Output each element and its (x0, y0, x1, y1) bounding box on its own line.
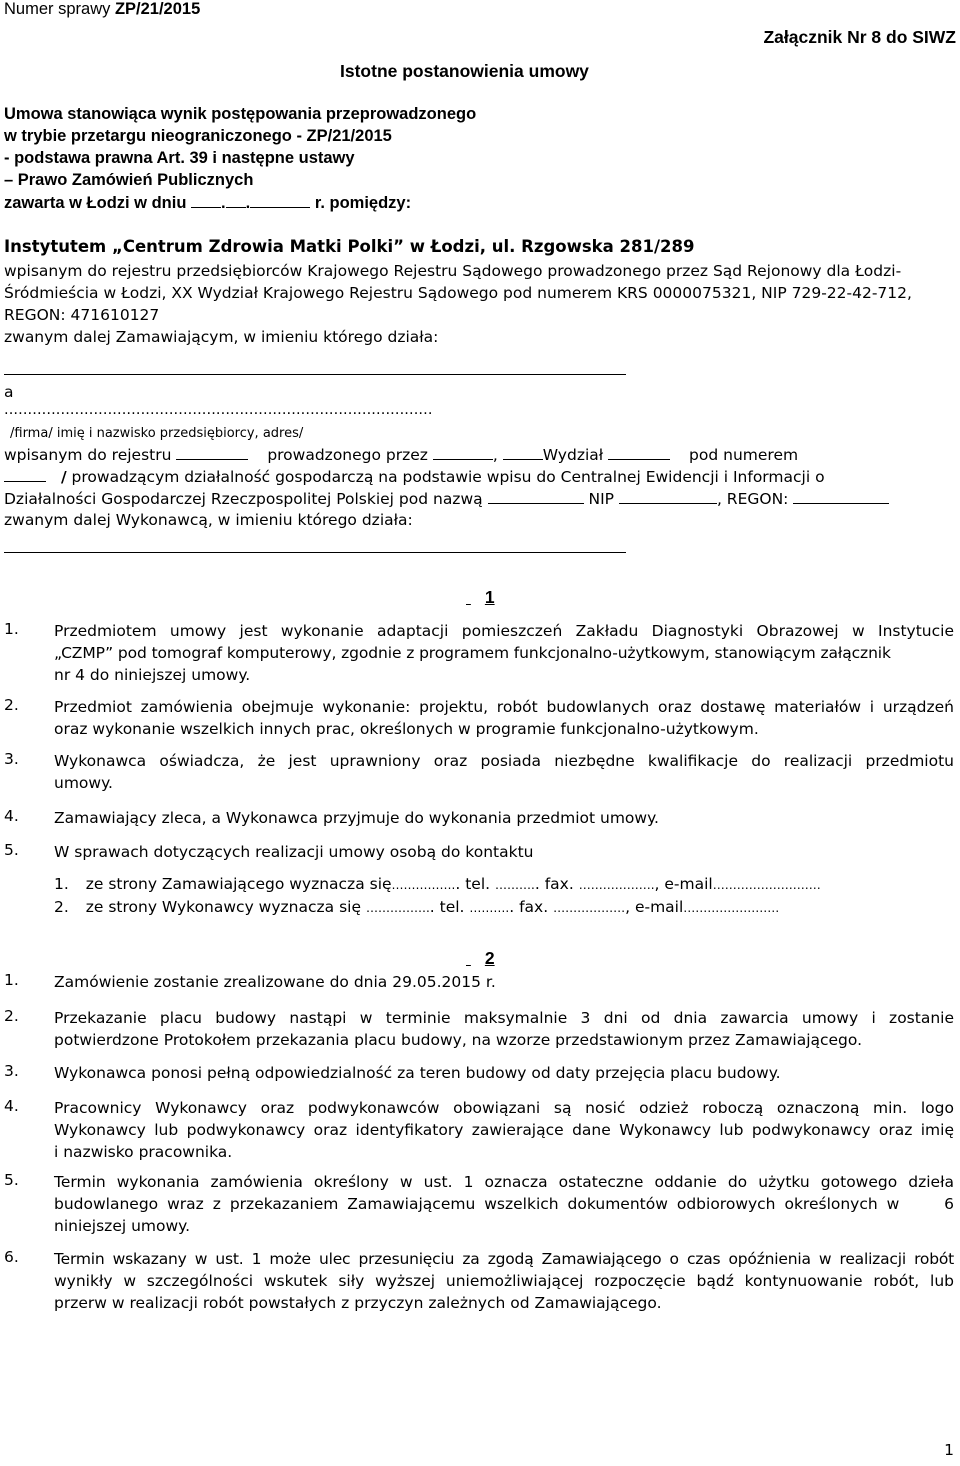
party1-line-1: wpisanym do rejestru przedsiębiorców Krajowego Rejestru Sądowego prowadzonego przez Sąd Rejonowy dla Łodzi- (4, 262, 902, 280)
nip-field[interactable] (619, 489, 717, 504)
section-2-item-5 (4, 1171, 954, 1237)
party2-representation: zwanym dalej Wykonawcą, w imieniu którego działa: (4, 511, 413, 529)
item-line: i nazwisko pracownika. (54, 1143, 233, 1161)
party1-representation: zwanym dalej Zamawiającym, w imieniu którego działa: (4, 328, 439, 346)
party2-activity-line (4, 467, 825, 486)
section-1-item-2 (4, 696, 954, 740)
section-2-item-1 (4, 971, 954, 993)
section-1-item-1 (4, 620, 954, 686)
email-label: , e-mail (625, 898, 684, 916)
page-number: 1 (944, 1441, 954, 1459)
section-2-number: 2 (484, 948, 495, 968)
section-1-item-3 (4, 750, 954, 794)
item-number: 5. (4, 1171, 19, 1189)
item-line: Przekazanie placu budowy nastąpi w terminie maksymalnie 3 dni od dnia zawarcia umowy i zostanie (54, 1009, 954, 1027)
register-field[interactable] (176, 445, 248, 460)
activity-slash: / (60, 468, 67, 486)
item-line: Zamówienie zostanie zrealizowane do dnia 29.05.2015 r. (54, 973, 496, 991)
fax-label: . fax. (509, 898, 549, 916)
intro-date-prefix: zawarta w Łodzi w dniu (4, 194, 187, 212)
item-number: 1. (4, 971, 19, 989)
item-line: Wykonawca oświadcza, że jest uprawniony oraz posiada niezbędne kwalifikacje do realizacji przedmiotu (54, 752, 954, 770)
item-line: przerw w realizacji robót powstałych z przyczyn zależnych od Zamawiającego. (54, 1294, 662, 1312)
fax-field[interactable]: ……………… (553, 901, 626, 915)
contact-number: 2. (54, 898, 69, 916)
intro-date-suffix: r. pomiędzy: (314, 194, 412, 212)
party2-signatory-line[interactable] (4, 552, 626, 553)
party1-name: Instytutem „Centrum Zdrowia Matki Polki” w Łodzi, ul. Rzgowska 281/289 (4, 237, 695, 256)
party2-register-line (4, 445, 798, 464)
item-number: 5. (4, 841, 19, 859)
email-field[interactable]: ……………………… (712, 878, 821, 892)
item-line: Przedmiotem umowy jest wykonanie adaptacji pomieszczeń Zakładu Diagnostyki Obrazowej w Instytucie (54, 622, 954, 640)
register-division-prefix-field[interactable] (503, 445, 543, 460)
item-line: potwierdzone Protokołem przekazania placu budowy, na wzorze przedstawionym przez Zamawiającego. (54, 1031, 863, 1049)
intro-line-2: w trybie przetargu nieograniczonego - ZP/21/2015 (4, 127, 392, 145)
regon-field[interactable] (793, 489, 889, 504)
ceidg-label: Działalności Gospodarczej Rzeczpospolitej Polskiej pod nazwą (4, 490, 483, 508)
intro-line-1: Umowa stanowiąca wynik postępowania przeprowadzonego (4, 105, 477, 123)
item-number: 4. (4, 807, 19, 825)
email-field[interactable]: …………………… (683, 901, 780, 915)
contact-row-ordering-party (54, 875, 821, 893)
item-line: Wykonawca ponosi pełną odpowiedzialność za teren budowy od daty przejęcia placu budowy. (54, 1064, 781, 1082)
item-line: Pracownicy Wykonawcy oraz podwykonawców obowiązani są nosić odzież roboczą oznaczoną min. logo (54, 1099, 954, 1117)
party1-signatory-line[interactable] (4, 374, 626, 375)
case-label: Numer sprawy (4, 0, 111, 18)
item-number: 6. (4, 1248, 19, 1266)
party1-regon: REGON: 471610127 (4, 306, 160, 324)
item-line: umowy. (54, 774, 113, 792)
case-number-line (4, 0, 200, 19)
party2-ceidg-line (4, 489, 889, 508)
item-number: 2. (4, 696, 19, 714)
section-1-number: 1 (484, 587, 495, 607)
item-line: Wykonawcy lub podwykonawcy oraz identyfikatory zawierające dane Wykonawcy lub podwykonawcy oraz imię (54, 1121, 954, 1139)
item-line: Termin wykonania zamówienia określony w ust. 1 oznacza ostateczne oddanie do użytku gotowego dzieła (54, 1173, 954, 1191)
register-division-label: Wydział (542, 446, 604, 464)
tel-field[interactable]: ………. (495, 878, 535, 892)
register-number-label: pod numerem (689, 446, 799, 464)
party1-line-2: Śródmieścia w Łodzi, XX Wydział Krajowego Rejestru Sądowego pod numerem KRS 0000075321, NIP 729-22-42-712, (4, 284, 912, 302)
party2-caption: /firma/ imię i nazwisko przedsiębiorcy, adres/ (10, 426, 304, 441)
tel-label: . tel. (455, 875, 491, 893)
item-line: niniejszej umowy. (54, 1217, 191, 1235)
section-2-item-4 (4, 1097, 954, 1163)
item-line: wynikły w szczególności wskutek siły wyższej uniemożliwiającej rozpoczęcie bądź kontynuowanie robót, lub (54, 1272, 954, 1290)
item-line: Przedmiot zamówienia obejmuje wykonanie: projektu, robót budowlanych oraz dostawę materiałów i urządzeń (54, 698, 954, 716)
tel-label: . tel. (429, 898, 465, 916)
ceidg-name-field[interactable] (488, 489, 584, 504)
section-1-item-4 (4, 807, 954, 829)
contact-name-field[interactable]: ……………. (365, 901, 430, 915)
activity-text: prowadzącym działalność gospodarczą na podstawie wpisu do Centralnej Ewidencji i Informacji o (71, 468, 825, 486)
party2-name-field[interactable]: ........................................................................................... (4, 402, 433, 418)
section-2-heading (466, 948, 495, 969)
fax-label: . fax. (534, 875, 574, 893)
contact-label: ze strony Wykonawcy wyznacza się (85, 898, 361, 916)
intro-date-line (4, 193, 411, 213)
contact-row-contractor (54, 898, 779, 916)
item-line: „CZMP” pod tomograf komputerowy, zgodnie z programem funkcjonalno-użytkowym, stanowiącym załącznik (54, 644, 891, 662)
intro-line-4: – Prawo Zamówień Publicznych (4, 171, 254, 189)
case-number: ZP/21/2015 (114, 0, 201, 18)
register-division-field[interactable] (608, 445, 670, 460)
item-number: 4. (4, 1097, 19, 1115)
section-2-item-6 (4, 1248, 954, 1314)
register-court-field[interactable] (433, 445, 493, 460)
item-line: Termin wskazany w ust. 1 może ulec przesunięciu za zgodą Zamawiającego o czas opóźnienia w realizacji robót (54, 1250, 954, 1268)
tel-field[interactable]: ………. (469, 901, 510, 915)
section-1-heading (466, 587, 495, 608)
date-year-field[interactable] (250, 193, 310, 208)
attachment-label: Załącznik Nr 8 do SIWZ (763, 27, 956, 47)
contact-label: ze strony Zamawiającego wyznacza się (85, 875, 392, 893)
item-number: 3. (4, 750, 19, 768)
contact-name-field[interactable]: ……………. (391, 878, 456, 892)
date-sep-1: . (221, 194, 226, 212)
item-number: 3. (4, 1062, 19, 1080)
fax-field[interactable]: ………………. (578, 878, 655, 892)
register-label: wpisanym do rejestru (4, 446, 172, 464)
item-line: Zamawiający zleca, a Wykonawca przyjmuje do wykonania przedmiot umowy. (54, 809, 659, 827)
section-2-item-3 (4, 1062, 954, 1084)
party2-a: a (4, 383, 14, 401)
item-line: budowlanego wraz z przekazaniem Zamawiającemu wszelkich dokumentów odbiorowych określonych w 6 (54, 1195, 954, 1213)
item-line: nr 4 do niniejszej umowy. (54, 666, 251, 684)
item-line: W sprawach dotyczących realizacji umowy osobą do kontaktu (54, 843, 534, 861)
nip-label: NIP (588, 490, 615, 508)
intro-line-3: - podstawa prawna Art. 39 i następne ustawy (4, 149, 355, 167)
section-1-item-5 (4, 841, 954, 863)
register-court-label: prowadzonego przez (267, 446, 428, 464)
section-2-item-2 (4, 1007, 954, 1051)
item-number: 1. (4, 620, 19, 638)
date-month-field[interactable] (226, 193, 246, 208)
item-number: 2. (4, 1007, 19, 1025)
contact-number: 1. (54, 875, 69, 893)
register-comma: , (492, 446, 498, 464)
email-label: , e-mail (654, 875, 713, 893)
register-number-field[interactable] (4, 467, 46, 482)
regon-label: , REGON: (716, 490, 789, 508)
item-line: oraz wykonanie wszelkich innych prac, określonych w programie funkcjonalno-użytkowym. (54, 720, 759, 738)
document-title: Istotne postanowienia umowy (340, 61, 589, 81)
date-sep-2: . (245, 194, 251, 212)
date-day-field[interactable] (191, 193, 221, 208)
